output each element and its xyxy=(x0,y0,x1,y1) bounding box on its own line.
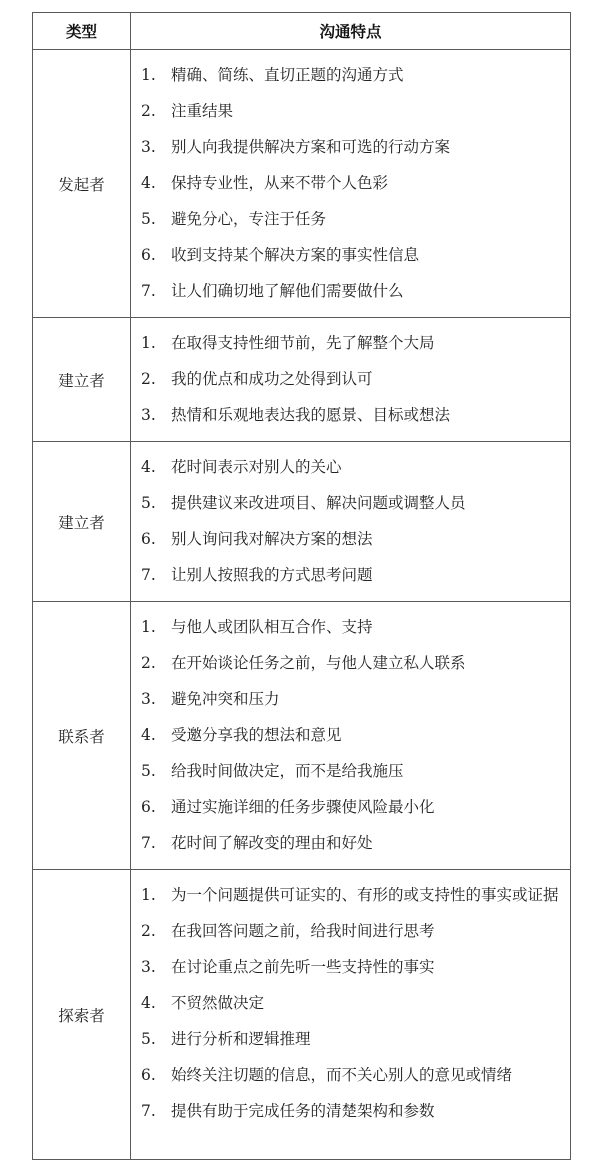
item-number: 7. xyxy=(141,566,156,584)
item-number: 5. xyxy=(141,494,156,512)
feature-column-header: 沟通特点 xyxy=(131,13,571,50)
list-item xyxy=(141,753,570,789)
communication-table-container xyxy=(32,12,570,1160)
item-text: 我的优点和成功之处得到认可 xyxy=(171,370,373,388)
item-number: 3. xyxy=(141,138,156,156)
communication-style-table xyxy=(32,12,571,1160)
item-number: 4. xyxy=(141,174,156,192)
item-text: 收到支持某个解决方案的事实性信息 xyxy=(171,246,420,264)
type-cell: 建立者 xyxy=(33,318,131,442)
item-text: 避免分心，专注于任务 xyxy=(171,210,327,228)
item-text: 提供有助于完成任务的清楚架构和参数 xyxy=(171,1102,435,1120)
item-text: 热情和乐观地表达我的愿景、目标或想法 xyxy=(171,406,451,424)
item-number: 5. xyxy=(141,762,156,780)
item-number: 6. xyxy=(141,246,156,264)
item-number: 6. xyxy=(141,798,156,816)
type-cell: 探索者 xyxy=(33,870,131,1160)
list-item xyxy=(141,877,570,913)
table-header-row xyxy=(33,13,571,50)
list-item xyxy=(141,237,570,273)
item-number: 4. xyxy=(141,994,156,1012)
list-item xyxy=(141,1057,570,1093)
type-cell: 发起者 xyxy=(33,50,131,318)
list-item xyxy=(141,325,570,361)
item-number: 3. xyxy=(141,406,156,424)
item-number: 3. xyxy=(141,690,156,708)
item-number: 7. xyxy=(141,834,156,852)
list-item xyxy=(141,129,570,165)
table-row xyxy=(33,50,571,318)
item-number: 2. xyxy=(141,370,156,388)
item-text: 注重结果 xyxy=(171,102,234,120)
item-text: 提供建议来改进项目、解决问题或调整人员 xyxy=(171,494,466,512)
item-text: 在开始谈论任务之前，与他人建立私人联系 xyxy=(171,654,466,672)
feature-cell xyxy=(131,870,571,1160)
list-item xyxy=(141,361,570,397)
item-number: 2. xyxy=(141,654,156,672)
item-text: 不贸然做决定 xyxy=(171,994,265,1012)
list-item xyxy=(141,93,570,129)
table-row xyxy=(33,318,571,442)
item-text: 进行分析和逻辑推理 xyxy=(171,1030,311,1048)
item-number: 3. xyxy=(141,958,156,976)
item-number: 6. xyxy=(141,530,156,548)
item-number: 5. xyxy=(141,210,156,228)
item-number: 1. xyxy=(141,886,156,904)
feature-cell xyxy=(131,442,571,602)
item-text: 避免冲突和压力 xyxy=(171,690,280,708)
type-cell: 联系者 xyxy=(33,602,131,870)
feature-cell xyxy=(131,50,571,318)
list-item xyxy=(141,609,570,645)
type-column-header: 类型 xyxy=(33,13,131,50)
list-item xyxy=(141,557,570,593)
item-number: 6. xyxy=(141,1066,156,1084)
list-item xyxy=(141,985,570,1021)
item-text: 给我时间做决定，而不是给我施压 xyxy=(171,762,404,780)
item-text: 为一个问题提供可证实的、有形的或支持性的事实或证据 xyxy=(171,886,559,904)
item-text: 在取得支持性细节前，先了解整个大局 xyxy=(171,334,435,352)
feature-cell xyxy=(131,318,571,442)
item-number: 1. xyxy=(141,618,156,636)
list-item xyxy=(141,789,570,825)
list-item xyxy=(141,57,570,93)
item-text: 精确、简练、直切正题的沟通方式 xyxy=(171,66,404,84)
item-text: 让人们确切地了解他们需要做什么 xyxy=(171,282,404,300)
list-item xyxy=(141,717,570,753)
type-cell: 建立者 xyxy=(33,442,131,602)
item-text: 在我回答问题之前，给我时间进行思考 xyxy=(171,922,435,940)
list-item xyxy=(141,165,570,201)
item-number: 4. xyxy=(141,458,156,476)
item-text: 受邀分享我的想法和意见 xyxy=(171,726,342,744)
list-item xyxy=(141,645,570,681)
list-item xyxy=(141,1021,570,1057)
item-number: 1. xyxy=(141,334,156,352)
item-text: 花时间了解改变的理由和好处 xyxy=(171,834,373,852)
item-text: 别人向我提供解决方案和可选的行动方案 xyxy=(171,138,451,156)
item-text: 花时间表示对别人的关心 xyxy=(171,458,342,476)
list-item xyxy=(141,273,570,309)
item-number: 2. xyxy=(141,922,156,940)
list-item xyxy=(141,681,570,717)
feature-cell xyxy=(131,602,571,870)
item-number: 7. xyxy=(141,282,156,300)
table-body xyxy=(33,50,571,1160)
list-item xyxy=(141,913,570,949)
list-item xyxy=(141,397,570,433)
item-text: 在讨论重点之前先听一些支持性的事实 xyxy=(171,958,435,976)
item-number: 5. xyxy=(141,1030,156,1048)
list-item xyxy=(141,949,570,985)
list-item xyxy=(141,201,570,237)
item-text: 与他人或团队相互合作、支持 xyxy=(171,618,373,636)
item-number: 2. xyxy=(141,102,156,120)
item-text: 让别人按照我的方式思考问题 xyxy=(171,566,373,584)
item-text: 保持专业性，从来不带个人色彩 xyxy=(171,174,389,192)
item-number: 7. xyxy=(141,1102,156,1120)
item-number: 1. xyxy=(141,66,156,84)
table-row xyxy=(33,442,571,602)
table-row xyxy=(33,602,571,870)
item-text: 通过实施详细的任务步骤使风险最小化 xyxy=(171,798,435,816)
list-item xyxy=(141,521,570,557)
list-item xyxy=(141,825,570,861)
list-item xyxy=(141,485,570,521)
list-item xyxy=(141,449,570,485)
item-text: 始终关注切题的信息，而不关心别人的意见或情绪 xyxy=(171,1066,513,1084)
table-row xyxy=(33,870,571,1160)
item-text: 别人询问我对解决方案的想法 xyxy=(171,530,373,548)
item-number: 4. xyxy=(141,726,156,744)
